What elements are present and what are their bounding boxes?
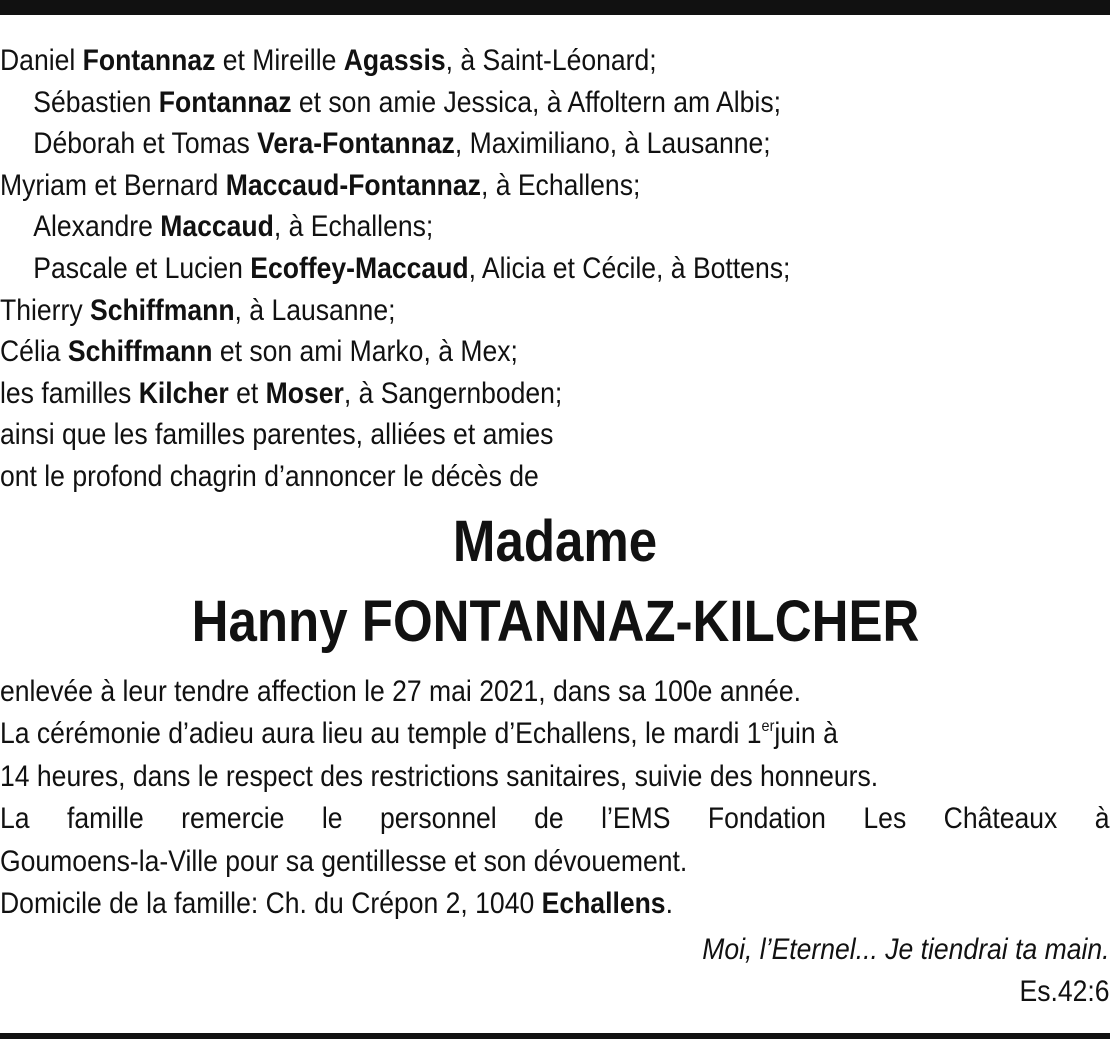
ceremony-text: La cérémonie d’adieu aura lieu au temple d’Echallens, le mardi 1erjuin à [0, 717, 838, 751]
thanks-word: famille [66, 802, 144, 836]
notice-details [0, 671, 1110, 925]
family-text: et son amie Jessica, à Affoltern am Albis; [291, 85, 781, 119]
thanks-word: remercie [181, 802, 285, 836]
family-list [0, 40, 1110, 498]
passing-line: enlevée à leur tendre affection le 27 mai 2021, dans sa 100e année. [0, 675, 802, 708]
family-text: , à Echallens; [480, 168, 641, 202]
family-text: , à Lausanne; [234, 293, 396, 327]
ceremony-line-1 [0, 713, 1110, 755]
thanks-word: La [0, 802, 30, 836]
family-surname: Maccaud-Fontannaz [225, 168, 481, 202]
ordinal-superscript: er [761, 718, 775, 736]
top-border-rule [0, 0, 1110, 15]
family-text: ainsi que les familles parentes, alliées et amies [0, 418, 554, 452]
family-line [0, 206, 999, 248]
family-surname: Agassis [343, 44, 446, 77]
family-line [0, 456, 999, 498]
family-text: , Alicia et Cécile, à Bottens; [468, 251, 791, 285]
thanks-word: de [534, 802, 564, 836]
thanks-word: Châteaux [943, 802, 1058, 836]
thanks-word: personnel [380, 802, 497, 836]
family-text: , Maximiliano, à Lausanne; [454, 127, 771, 161]
family-text: Alexandre [33, 210, 161, 244]
family-line [0, 40, 999, 82]
family-text: les familles [0, 376, 139, 410]
family-surname: Fontannaz [158, 85, 292, 119]
family-text: , à Echallens; [273, 210, 434, 244]
family-line [0, 290, 999, 332]
family-surname: Vera-Fontannaz [257, 127, 455, 161]
thanks-line-2: Goumoens-la-Ville pour sa gentillesse et son dévouement. [0, 844, 688, 878]
family-text: , à Saint-Léonard; [445, 44, 657, 77]
domicile-city: Echallens [541, 886, 666, 920]
family-line [0, 331, 999, 373]
thanks-word: le [321, 802, 343, 836]
family-text: et [228, 376, 266, 410]
family-line [0, 373, 999, 415]
family-surname: Moser [265, 376, 344, 410]
family-surname: Fontannaz [82, 44, 216, 77]
family-text: Thierry [0, 293, 90, 327]
thanks-word: Les [863, 802, 907, 836]
family-text: et son ami Marko, à Mex; [212, 335, 518, 369]
domicile-line: Domicile de la famille: Ch. du Crépon 2, 1040 Echallens. [0, 886, 673, 920]
bottom-border-rule [0, 1033, 1110, 1039]
family-text: Myriam et Bernard [0, 168, 226, 202]
family-line [0, 165, 999, 207]
family-surname: Schiffmann [67, 335, 213, 369]
deceased-title: Madame [452, 509, 658, 574]
family-text: , à Sangernboden; [343, 376, 563, 410]
family-line [0, 248, 999, 290]
family-line [0, 82, 999, 124]
ceremony-line-2: 14 heures, dans le respect des restrictions sanitaires, suivie des honneurs. [0, 759, 879, 793]
thanks-word: l’EMS [601, 802, 671, 836]
family-text: Pascale et Lucien [33, 251, 251, 285]
thanks-word: Fondation [707, 802, 826, 836]
thanks-word: à [1094, 802, 1110, 836]
family-text: Déborah et Tomas [33, 127, 258, 161]
family-text: Daniel [0, 44, 83, 77]
family-surname: Kilcher [138, 376, 229, 410]
family-line [0, 123, 999, 165]
family-line [0, 414, 999, 456]
family-surname: Ecoffey-Maccaud [250, 251, 469, 285]
family-surname: Schiffmann [89, 293, 235, 327]
family-text: et Mireille [215, 44, 344, 77]
thanks-line-1 [0, 798, 1110, 840]
family-text: ont le profond chagrin d’annoncer le décès de [0, 459, 539, 493]
quote-reference: Es.42:6 [1019, 975, 1110, 1008]
bible-quote [657, 929, 1110, 1013]
family-text: Célia [0, 335, 68, 369]
deceased-name: Hanny FONTANNAZ-KILCHER [191, 589, 919, 654]
family-surname: Maccaud [160, 210, 274, 244]
family-text: Sébastien [33, 85, 159, 119]
quote-text: Moi, l’Eternel... Je tiendrai ta main. [702, 933, 1110, 966]
